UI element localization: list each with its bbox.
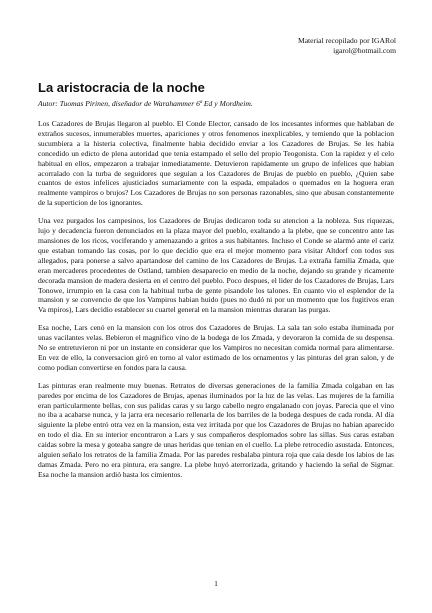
paragraph: Los Cazadores de Brujas llegaron al pueblo. El Conde Elector, cansado de los incesantes informes que hablaban de extraños sucesos, innumerables muertes, apariciones y otros fenomenos inexplicables, y temiendo que la poblacion sucumbiera a la histeria colectiva, finalmente habia decidido enviar a los Cazadores de Brujas. Se les habia concedido un edicto de plena autoridad que tenia estampado el sello del propio Teogonista. Con la rapidez y el celo habitual en ellos, empezaron a trabajar inmediatamente. Detuvieron rapidamente un grupo de infelices que habian acorralado con la turba de seguidores que seguian a los Cazadores de Brujas de pueblo en pueblo, ¿Quien sabe cuantos de estos infelices ajusticiados sumariamente con la espada, empalados o quemados en la hoguera eran realmente vampiros o brujos? Los Cazadores de Brujas no son personas razonables, sino que abusan constantemente de la superticion de los ignorantes. — [38, 119, 394, 208]
paragraph: Una vez purgados los campesinos, los Cazadores de Brujas dedicaron toda su atencion a la nobleza. Sus riquezas, lujo y decadencia fueron denunciados en la plaza mayor del pueblo, exaltando a la plebe, que se concentro ante las mansiones de los ricos, vociferando y amenazando a gritos a sus habitantes. Incluso el Conde se alarmó ante el cariz que estaban tomando las cosas, por lo que decidio que era el mejor momento para visitar Altdorf con todos sus allegados, para ponerse a salvo apartandose del camino de los Cazadores de Brujas. La extraña familia Zmada, que eran mercaderes procedentes de Ostland, tambien desaparecio en medio de la noche, dejando su grande y ricamente decorada mansion de madera desierta en el centro del pueblo. Poco despues, el lider de los Cazadores de Brujas, Lars Tonowe, irrumpio en la casa con la habitual turba de gente pisandole los talones. En cuanto vio el esplendor de la mansion y se convencio de que los Vampiros habian huido (pues no dudó ni por un momento que los fugitivos eran Va mpiros), Lars decidio establecer su cuartel general en la mansion mientras duraran las purgas. — [38, 216, 394, 315]
page-header — [196, 36, 396, 56]
article-body — [38, 119, 394, 488]
article-title: La aristocracia de la noche — [38, 80, 205, 95]
header-credit: Material recopilado por IGARol — [297, 36, 396, 45]
paragraph: Las pinturas eran realmente muy buenas. Retratos de diversas generaciones de la familia Zmada colgaban en las paredes por encima de los Cazadores de Brujas, apenas iluminados por la luz de las velas. Las mujeres de la familia eran particularmente bellas, con sus palidas caras y su largo cabello negro engalanado con joyas. Parecia que el vino no iba a acabarse nunca, y la jarra era necesario rellenarla de los barriles de la bodega despues de cada ronda. Al día siguiente la plebe entró otra vez en la mansion, esta vez irritada por que los Cazadores de Brujas no habian aparecido en todo el dia. En su interior encontraron a Lars y sus compañeros desplomados sobre las sillas. Sus caras estaban caidas sobre la mesa y goteaba sangre de unas heridas que tenian en el cuello. La plebe retrocedio asustada. Entonces, alguien señalo los retratos de la familia Zmada. Por las paredes resbalaba pintura roja que caia desde los labios de las damas Zmada. Pero no era pintura, era sangre. La plebe huyó aterrorizada, gritando y haciendo la señal de Sigmar. Esa noche la mansion ardió hasta los cimientos. — [38, 380, 394, 479]
article-author: Autor: Tuomas Pirinen, diseñador de Warahammer 6ª Ed y Mordheim. — [38, 99, 253, 108]
paragraph: Esa noche, Lars cenó en la mansion con los otros dos Cazadores de Brujas. La sala tan solo estaba iluminada por unas vacilantes velas. Bebieron el magnifico vino de la bodega de los Zmada, y devoraron la comida de su despensa. No se entretuvieron ni por un instante en considerar que los Vampiros no necesitan comida normal para alimentarse. En vez de ello, la conversacion giró en torno al valor estimado de los ornamentos y las pinturas del gran salon, y de como podian convertirse en fondos para la causa. — [38, 323, 394, 372]
page-number: 1 — [214, 579, 218, 588]
header-email: igarol@hotmail.com — [333, 46, 396, 55]
